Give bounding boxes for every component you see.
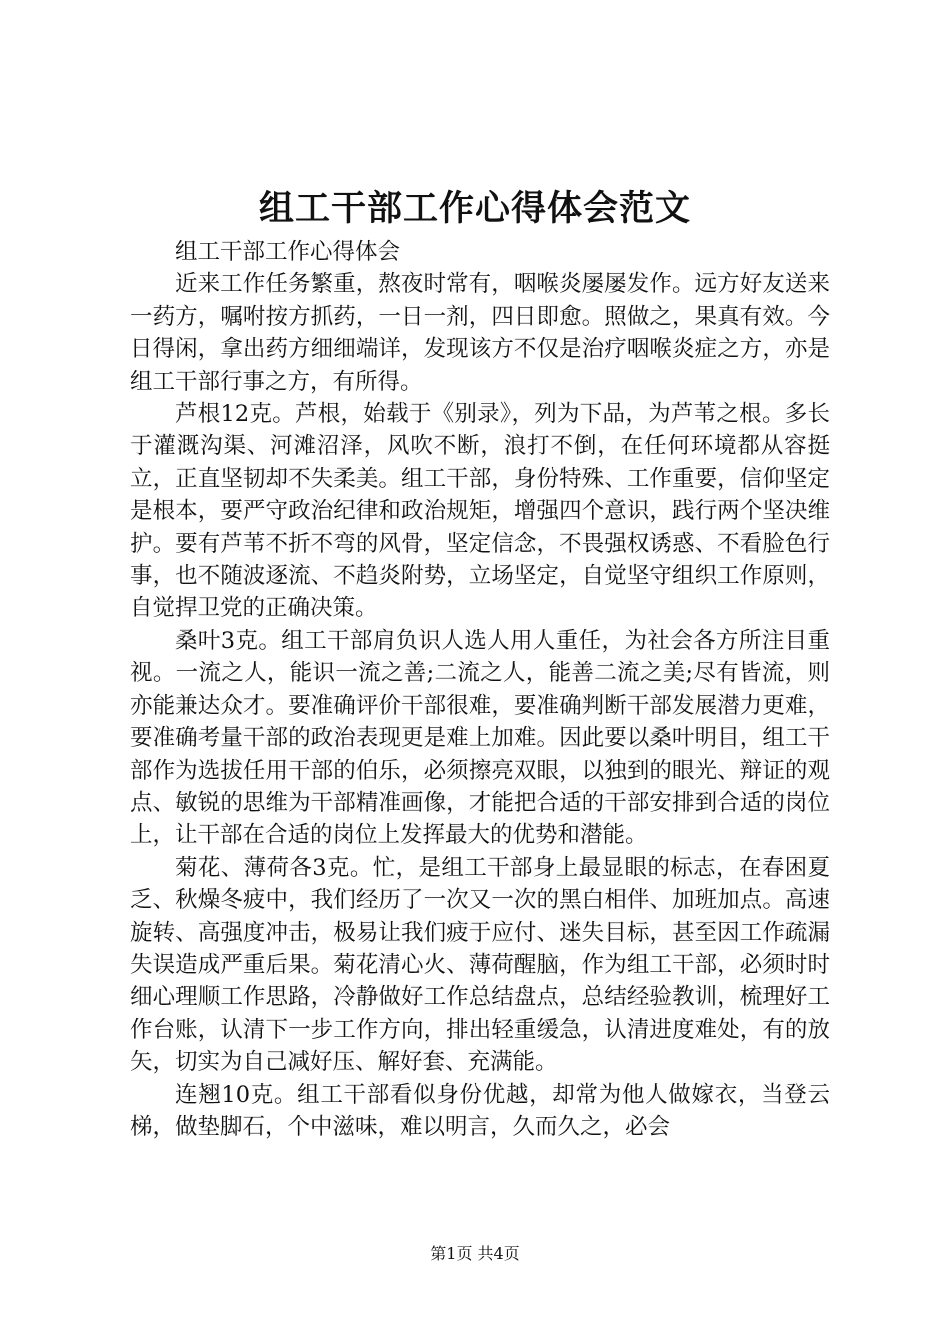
forsythia-paragraph: 连翘10克。组工干部看似身份优越，却常为他人做嫁衣，当登云梯，做垫脚石，个中滋味，难以明言，久而久之，必会	[130, 1081, 830, 1140]
subtitle-paragraph: 组工干部工作心得体会	[175, 239, 401, 265]
document-body	[130, 236, 830, 1143]
reed-root-paragraph: 芦根12克。芦根，始载于《别录》，列为下品，为芦苇之根。多长于灌溉沟渠、河滩沼泽，风吹不断，浪打不倒，在任何环境都从容挺立，正直坚韧却不失柔美。组工干部，身份特殊、工作重要，信仰坚定是根本，要严守政治纪律和政治规矩，增强四个意识，践行两个坚决维护。要有芦苇不折不弯的风骨，坚定信念，不畏强权诱惑、不看脸色行事，也不随波逐流、不趋炎附势，立场坚定，自觉坚守组织工作原则，自觉捍卫党的正确决策。	[130, 401, 830, 622]
page-number-footer: 第1页 共4页	[430, 1244, 520, 1263]
mulberry-leaf-paragraph: 桑叶3克。组工干部肩负识人选人用人重任，为社会各方所注目重视。一流之人，能识一流之善;二流之人，能善二流之美;尽有皆流，则亦能兼达众才。要准确评价干部很难，要准确判断干部发展潜力更难，要准确考量干部的政治表现更是难上加难。因此要以桑叶明目，组工干部作为选拔任用干部的伯乐，必须擦亮双眼，以独到的眼光、辩证的观点、敏锐的思维为干部精准画像，才能把合适的干部安排到合适的岗位上，让干部在合适的岗位上发挥最大的优势和潜能。	[130, 627, 830, 849]
intro-paragraph: 近来工作任务繁重，熬夜时常有，咽喉炎屡屡发作。远方好友送来一药方，嘱咐按方抓药，一日一剂，四日即愈。照做之，果真有效。今日得闲，拿出药方细细端详，发现该方不仅是治疗咽喉炎症之方，亦是组工干部行事之方，有所得。	[130, 271, 830, 395]
chrysanthemum-mint-paragraph: 菊花、薄荷各3克。忙，是组工干部身上最显眼的标志，在春困夏乏、秋燥冬疲中，我们经历了一次又一次的黑白相伴、加班加点。高速旋转、高强度冲击，极易让我们疲于应付、迷失目标，甚至因工作疏漏失误造成严重后果。菊花清心火、薄荷醒脑，作为组工干部，必须时时细心理顺工作思路，冷静做好工作总结盘点，总结经验教训，梳理好工作台账，认清下一步工作方向，排出轻重缓急，认清进度难处，有的放矢，切实为自己减好压、解好套、充满能。	[130, 854, 830, 1076]
document-title: 组工干部工作心得体会范文	[258, 188, 691, 229]
